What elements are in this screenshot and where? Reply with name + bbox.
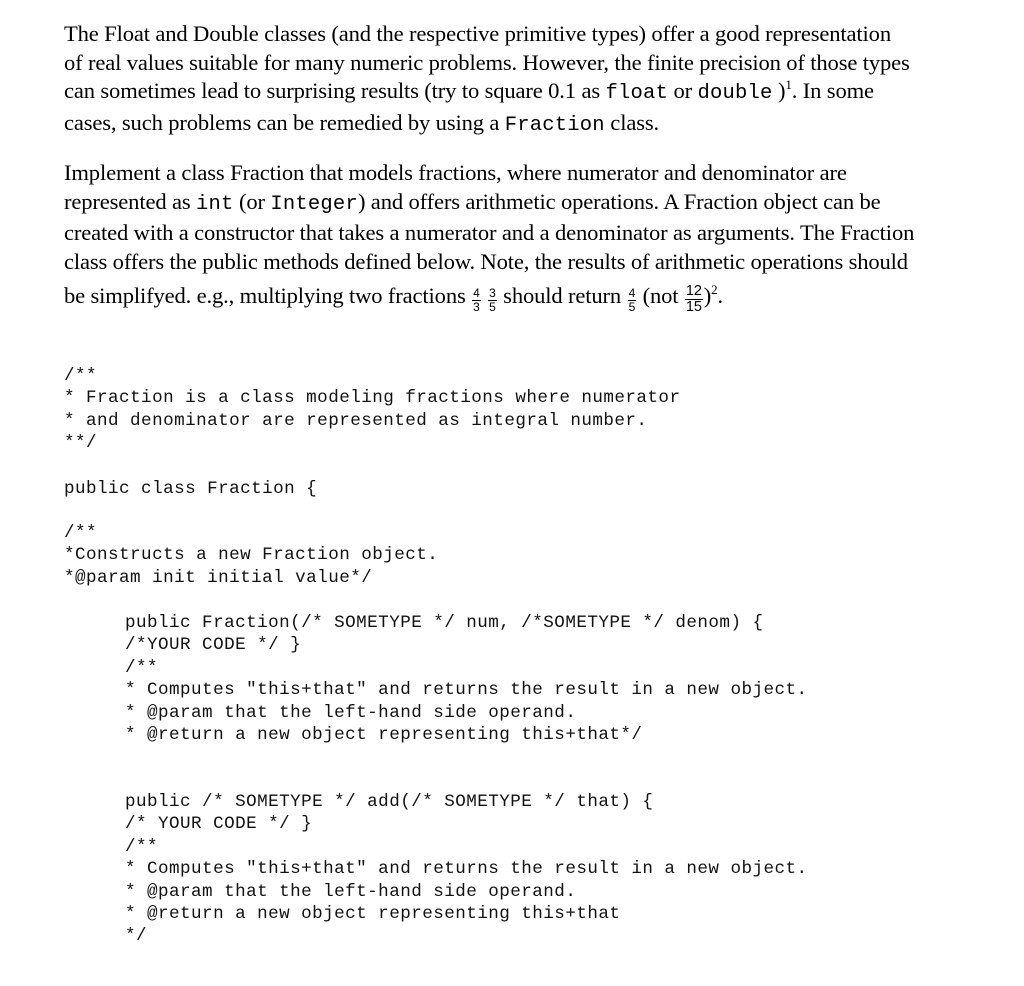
- fraction-denominator: 15: [685, 299, 702, 315]
- fraction-numerator: 3: [489, 286, 496, 300]
- task-text: ): [703, 283, 712, 308]
- inline-code-fraction: Fraction: [504, 113, 605, 137]
- task-text: be simplifyed. e.g., multiplying two fractions: [64, 283, 472, 308]
- fraction-numerator: 12: [685, 283, 702, 299]
- intro-line: [64, 109, 979, 141]
- task-line: [64, 188, 979, 220]
- fraction-numerator: 4: [473, 286, 480, 300]
- task-line: created with a constructor that takes a numerator and a denominator as arguments. The Fraction: [64, 220, 915, 245]
- task-text: (or: [233, 188, 271, 214]
- task-text: .: [717, 283, 723, 308]
- inline-code-float: float: [605, 82, 668, 105]
- intro-line: The Float and Double classes (and the respective primitive types) offer a good representation: [64, 21, 891, 46]
- intro-text: . In some: [791, 78, 874, 103]
- intro-line: [64, 77, 979, 109]
- fraction-denominator: 5: [628, 300, 636, 314]
- task-line: class offers the public methods defined below. Note, the results of arithmetic operations should: [64, 248, 908, 274]
- intro-text: ): [772, 78, 786, 103]
- intro-text: cases, such problems can be remedied by using a: [64, 109, 505, 135]
- task-text: ) and offers arithmetic operations. A Fraction object can be: [357, 188, 881, 214]
- inline-code-integer: Integer: [270, 192, 358, 216]
- constructor-javadoc-comment: /** *Constructs a new Fraction object. *@param init initial value*/: [64, 523, 439, 588]
- task-text: (not: [637, 283, 684, 308]
- intro-text: class.: [604, 109, 659, 135]
- fraction-four-fifths: [628, 287, 637, 313]
- task-text: should return: [497, 283, 627, 308]
- intro-paragraph: [64, 20, 979, 140]
- task-line: Implement a class Fraction that models fractions, where numerator and denominator are: [64, 160, 847, 185]
- intro-text: can sometimes lead to surprising results (try to square 0.1 as: [64, 78, 606, 103]
- header-javadoc-comment: /** * Fraction is a class modeling fractions where numerator * and denominator are represented as integral number. **/: [64, 366, 681, 454]
- fraction-denominator: 3: [473, 300, 480, 314]
- fraction-three-fifths: [488, 287, 497, 313]
- intro-line: of real values suitable for many numeric problems. However, the finite precision of those types: [64, 49, 910, 75]
- fraction-four-thirds: [472, 287, 481, 313]
- footnote-marker-2: 2: [711, 282, 718, 297]
- task-line: [64, 282, 979, 314]
- inline-code-int: int: [196, 192, 234, 216]
- class-declaration: public class Fraction {: [64, 479, 318, 499]
- add-method-code-block: public /* SOMETYPE */ add(/* SOMETYPE */ that) { /* YOUR CODE */ } /** * Computes "this+that" and returns the result in a new object. * @param that the left-hand side operand. * @return a new object representing this+that */: [125, 792, 808, 947]
- footnote-marker-1: 1: [785, 77, 792, 92]
- constructor-code-block: public Fraction(/* SOMETYPE */ num, /*SOMETYPE */ denom) { /*YOUR CODE */ } /** * Computes "this+that" and returns the result in a new object. * @param that the left-hand side operand. * @return a new object representing this+that*/: [125, 613, 808, 746]
- intro-text: or: [668, 78, 698, 103]
- fraction-twelve-fifteenths: [685, 284, 703, 314]
- task-paragraph: [64, 159, 979, 314]
- task-text: represented as: [64, 188, 196, 214]
- fraction-denominator: 5: [489, 300, 496, 314]
- fraction-numerator: 4: [628, 286, 636, 300]
- inline-code-double: double: [697, 82, 773, 105]
